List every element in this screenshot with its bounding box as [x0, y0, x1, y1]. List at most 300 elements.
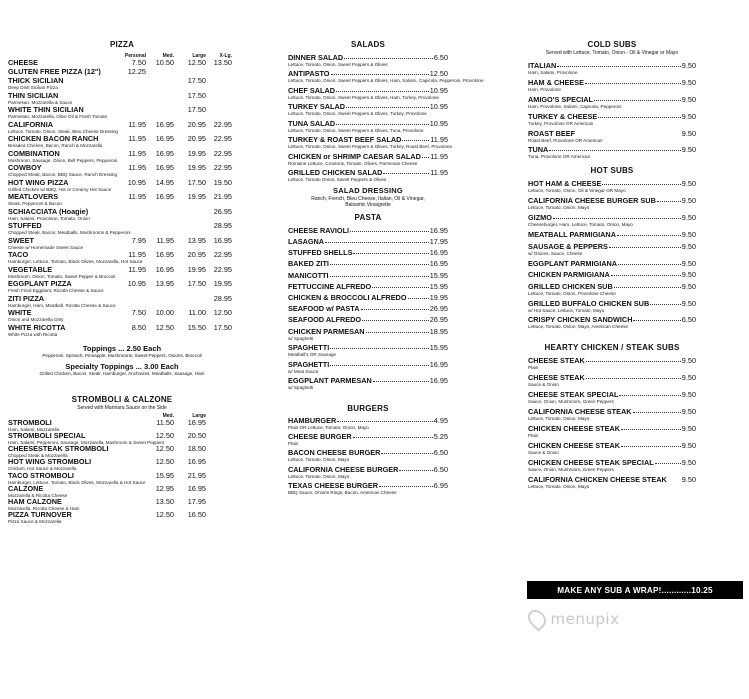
steak-sub-item — [528, 408, 696, 421]
item-price: 9.50 — [681, 145, 696, 155]
steak-sub-item — [528, 391, 696, 404]
item-price: 16.95 — [187, 457, 206, 467]
pizza-item — [8, 164, 236, 179]
dot-leader — [330, 348, 429, 349]
pizza-item — [8, 266, 236, 281]
item-name: TACO — [8, 250, 29, 259]
item-name: CALIFORNIA — [8, 119, 53, 129]
pizza-item — [8, 280, 236, 295]
item-price: 26.95 — [429, 304, 448, 314]
item-name: TUNA SALAD — [288, 118, 336, 128]
item-name: STROMBOLI SPECIAL — [8, 431, 86, 440]
dot-leader — [408, 298, 429, 299]
dot-leader — [325, 242, 429, 243]
item-desc: Sauce & Onion — [528, 382, 559, 388]
item-desc: BBQ Sauce, Onions Rings, Bacon, American Cheese — [288, 490, 397, 496]
item-name: SEAFOOD ALFREDO — [288, 315, 362, 325]
item-row — [288, 87, 448, 95]
item-price: 28.95 — [213, 293, 232, 303]
item-price: 11.95 — [128, 250, 146, 259]
item-name: SPAGHETTI — [288, 359, 330, 369]
item-desc: Mozzarella & Ricotta Cheese — [8, 492, 68, 498]
item-name: SWEET — [8, 235, 34, 245]
item-desc: Lettuce, Tomato, Onion, Mayo — [528, 483, 590, 489]
item-price: 11.95 — [430, 151, 448, 161]
header-personal: Personal — [124, 53, 146, 59]
item-row — [288, 169, 448, 177]
item-price: 28.95 — [213, 221, 232, 230]
item-desc: Plain — [528, 432, 539, 438]
steak-sub-item — [528, 476, 696, 489]
item-price: 7.50 — [131, 58, 146, 67]
item-row — [528, 197, 696, 205]
hot-subs-title: HOT SUBS — [590, 166, 634, 176]
item-price: 16.95 — [187, 417, 206, 427]
dot-leader — [350, 231, 429, 232]
item-price: 19.95 — [187, 264, 206, 274]
salad-dressing-title: SALAD DRESSING — [333, 185, 403, 195]
item-name: TURKEY & CHEESE — [528, 111, 598, 121]
item-price: 22.95 — [213, 264, 232, 274]
item-price: 10.95 — [127, 177, 146, 187]
dot-leader — [633, 412, 681, 413]
item-row — [288, 249, 448, 257]
item-desc: Hamburger, Lettuce, Tomato, Black Olives, Mozzarella & Hot Sauce — [8, 479, 146, 485]
item-row — [528, 79, 696, 87]
dot-leader — [586, 361, 681, 362]
hot-sub-item — [528, 180, 696, 193]
item-price: 11.95 — [128, 163, 146, 172]
dot-leader — [611, 275, 681, 276]
item-price: 9.50 — [681, 356, 696, 366]
item-name: CHEESE STEAK — [528, 356, 585, 366]
item-name: WHITE — [8, 308, 32, 317]
cold-sub-item — [528, 146, 696, 159]
item-desc: Lettuce, Tomato, Onion, Sweet Peppers & Olives, Turkey, Roast Beef, Provolone — [288, 144, 453, 150]
dot-leader — [609, 247, 681, 248]
left-column — [8, 40, 236, 524]
item-name: ZITI PIZZA — [8, 293, 45, 303]
item-price: 15.95 — [429, 270, 448, 280]
item-price: 10.95 — [429, 118, 448, 128]
hot-sub-item — [528, 271, 696, 279]
item-price: 11.95 — [128, 119, 146, 129]
dot-leader — [621, 429, 681, 430]
item-price: 17.95 — [429, 237, 448, 247]
item-name: CALIFORNIA CHEESE BURGER — [288, 464, 399, 474]
dot-leader — [373, 381, 429, 382]
item-price: 16.95 — [429, 376, 448, 386]
item-name: CHICKEN BACON RANCH — [8, 134, 99, 143]
item-row — [528, 113, 696, 121]
header-med: Med. — [162, 53, 174, 59]
item-row — [528, 476, 696, 484]
item-desc: Pizza Sauce & Mozzarella — [8, 519, 62, 525]
item-desc: Ham, Salami, Pepperoni, Sausage, Mozzarella, Mushroom & Sweet Peppers — [8, 440, 165, 445]
steak-subs-list — [528, 357, 696, 489]
item-desc: Lettuce, Tomato, Onion, Mayo — [528, 416, 590, 422]
item-desc: Lettuce, Tomato, Onion, Mayo, American Cheese — [528, 324, 629, 330]
item-price: 15.95 — [429, 343, 448, 353]
item-price: 20.95 — [187, 119, 206, 129]
item-row — [528, 271, 696, 279]
item-row — [288, 153, 448, 161]
item-name: SPAGHETTI — [288, 343, 330, 353]
item-name: THICK SICILIAN — [8, 76, 64, 85]
item-name: WHITE RICOTTA — [8, 322, 66, 332]
item-price: 18.95 — [429, 326, 448, 336]
item-price: 17.50 — [187, 177, 206, 187]
pizza-item — [8, 92, 236, 107]
dot-leader — [633, 320, 680, 321]
item-price: 10.95 — [429, 102, 448, 112]
salads-list — [288, 53, 484, 183]
item-price: 21.95 — [187, 470, 206, 480]
header-med: Med. — [162, 412, 174, 419]
item-price: 16.95 — [429, 359, 448, 369]
item-name: SEAFOOD w/ PASTA — [288, 304, 360, 314]
hot-subs-list — [528, 180, 696, 329]
dot-leader — [655, 463, 681, 464]
item-row — [288, 120, 448, 128]
toppings-title: Toppings ... 2.50 Each — [82, 344, 162, 353]
hot-sub-item — [528, 197, 696, 210]
item-price: 12.50 — [155, 510, 174, 520]
item-price: 26.95 — [429, 315, 448, 325]
item-price: 12.50 — [155, 444, 174, 454]
dot-leader — [361, 309, 429, 310]
item-name: EGGPLANT PIZZA — [8, 279, 72, 288]
item-price: 26.95 — [213, 206, 232, 216]
pizza-item — [8, 77, 236, 92]
pizza-item — [8, 121, 236, 136]
item-price: 22.95 — [213, 134, 232, 143]
item-name: GRILLED CHICKEN SUB — [528, 281, 613, 291]
item-desc: Lettuce, Tomato, Onion, Oil & Vinegar OR Mayo — [528, 188, 626, 194]
item-desc: Lettuce, Tomato Onion, Sweet Peppers & Olives — [288, 177, 387, 183]
item-desc: Plain OR Lettuce, Tomato, Onion, Mayo — [288, 424, 369, 430]
dot-leader — [336, 91, 429, 92]
item-name: ROAST BEEF — [528, 128, 576, 138]
item-price: 11.95 — [128, 192, 146, 201]
dot-leader — [549, 150, 681, 151]
pizza-item — [8, 237, 236, 252]
pizza-list — [8, 59, 236, 338]
dot-leader — [422, 157, 429, 158]
item-price: 9.50 — [681, 474, 696, 484]
item-row — [288, 433, 448, 441]
pizza-item — [8, 324, 236, 339]
item-price: 11.50 — [156, 417, 174, 427]
item-price: 22.95 — [213, 148, 232, 158]
dot-leader — [602, 184, 680, 185]
header-xlg: X-Lg. — [219, 53, 232, 59]
dot-leader — [585, 83, 681, 84]
cold-subs-subtitle: Served with Lettuce, Tomato, Onion - Oil & Vinegar or Mayo — [545, 50, 679, 56]
pizza-item — [8, 208, 236, 223]
item-desc: Plain — [528, 365, 539, 371]
item-price: 13.95 — [187, 235, 206, 245]
dot-leader — [594, 100, 681, 101]
hot-sub-item — [528, 300, 696, 313]
pizza-item — [8, 135, 236, 150]
item-name: CHICKEN PARMESAN — [288, 326, 365, 336]
item-price: 9.50 — [681, 281, 696, 291]
item-price: 9.50 — [681, 61, 696, 70]
item-desc: Breaded Chicken, Bacon, Ranch & Mozzarella — [8, 143, 103, 148]
item-name: HAMBURGER — [288, 415, 337, 425]
dot-leader — [366, 332, 429, 333]
salad-item — [288, 120, 448, 133]
item-row — [288, 305, 448, 313]
pasta-item — [288, 260, 448, 268]
item-name: MANICOTTI — [288, 270, 329, 280]
item-desc: Chicken, Hot Sauce & Mozzarella — [8, 466, 77, 472]
item-name: GRILLED BUFFALO CHICKEN SUB — [528, 298, 650, 308]
dot-leader — [617, 235, 681, 236]
item-row — [288, 227, 448, 235]
item-name: BACON CHEESE BURGER — [288, 448, 381, 458]
pasta-item — [288, 361, 448, 374]
item-name: CHEESE — [8, 58, 39, 67]
item-desc: Steak, Pepperoni & Bacon — [8, 201, 62, 206]
dot-leader — [331, 74, 429, 75]
pizza-item — [8, 150, 236, 165]
item-price: 22.95 — [213, 163, 232, 172]
item-name: HOT HAM & CHEESE — [528, 179, 602, 189]
item-name: CHICKEN CHEESE STEAK — [528, 423, 621, 433]
item-row — [528, 391, 696, 399]
dot-leader — [379, 486, 433, 487]
pizza-item — [8, 309, 236, 324]
item-price: 12.50 — [213, 308, 232, 317]
pizza-item — [8, 251, 236, 266]
pasta-item — [288, 294, 448, 302]
item-desc: Romaine Lettuce, Croutons, Tomato, Olives, Parmesan Cheese — [288, 160, 418, 166]
item-name: CHEESE STEAK — [528, 373, 585, 383]
item-desc: Ham, Provolone, Salami, Capicola, Pepperoni — [528, 103, 622, 109]
item-row — [288, 417, 448, 425]
item-price: 16.95 — [155, 264, 174, 274]
item-name: STUFFED — [8, 221, 42, 230]
item-name: LASAGNA — [288, 237, 325, 247]
item-price: 9.50 — [681, 77, 696, 87]
stromboli-item — [8, 511, 236, 524]
item-price: 16.95 — [155, 250, 174, 259]
item-price: 14.95 — [155, 177, 174, 187]
item-price: 10.95 — [429, 85, 448, 95]
item-price: 12.50 — [155, 431, 174, 440]
item-row — [528, 357, 696, 365]
item-name: EGGPLANT PARMIGIANA — [528, 258, 618, 268]
item-row — [528, 374, 696, 382]
item-price: 10.00 — [155, 308, 174, 317]
item-price: 16.95 — [155, 148, 174, 158]
pizza-title: PIZZA — [109, 40, 135, 49]
item-name: CALIFORNIA CHEESE STEAK — [528, 407, 632, 417]
item-desc: Chopped Steak & Mozzarella — [8, 453, 68, 459]
item-price: 17.50 — [187, 76, 206, 85]
dot-leader — [344, 58, 433, 59]
item-price: 16.50 — [187, 510, 206, 520]
pasta-item — [288, 272, 448, 280]
pizza-item — [8, 193, 236, 208]
item-row — [528, 459, 696, 467]
item-row — [288, 54, 448, 62]
salad-item — [288, 103, 448, 116]
cold-sub-item — [528, 62, 696, 75]
salad-item — [288, 69, 484, 84]
item-desc: Onion and Mozzarella Only — [8, 317, 64, 322]
item-name: CRISPY CHICKEN SANDWICH — [528, 315, 633, 325]
item-desc: Mozzarella, Ricotta Cheese & Ham — [8, 505, 80, 511]
item-desc: Lettuce, Tomato, Onion, Steak, Bleu Cheese Dressing — [8, 128, 118, 134]
burger-item — [288, 417, 448, 430]
item-price: 16.95 — [155, 119, 174, 129]
item-row — [288, 283, 448, 291]
item-price: 4.95 — [433, 415, 448, 425]
item-row — [288, 294, 448, 302]
dot-leader — [402, 140, 429, 141]
item-price: 11.95 — [156, 235, 174, 245]
dot-leader — [353, 437, 433, 438]
steak-sub-item — [528, 357, 696, 370]
item-row — [528, 62, 696, 70]
item-desc: Chopped Steak, Bacon, Meatballs, Mushrooms & Pepperoni — [8, 230, 131, 235]
item-desc: w/ Spaghetti — [288, 335, 314, 341]
steak-subs-title: HEARTY CHICKEN / STEAK SUBS — [544, 343, 680, 353]
item-name: TEXAS CHEESE BURGER — [288, 481, 379, 491]
item-desc: Ham, Provolone — [528, 86, 561, 92]
item-price: 11.95 — [430, 168, 448, 178]
item-price: 16.95 — [187, 483, 206, 493]
item-name: GIZMO — [528, 213, 552, 223]
dot-leader — [618, 264, 681, 265]
item-price: 7.95 — [131, 235, 146, 245]
item-price: 6.50 — [433, 464, 448, 474]
item-name: CHEESE RAVIOLI — [288, 225, 350, 235]
item-price: 15.95 — [429, 281, 448, 291]
salad-dressing-desc: Ranch, French, Bleu Cheese, Italian, Oil & Vinegar, Balsamic Vinaigrette — [311, 195, 425, 208]
item-desc: w/ Hot Sauce, Lettuce, Tomato, Mayo — [528, 307, 605, 313]
item-desc: Sauce, Onion, Mushroom, Green Peppers — [528, 399, 614, 405]
burger-item — [288, 466, 448, 479]
item-desc: Lettuce, Tomato, Onion, Sweet Peppers & Olives, Tuna, Provolone — [288, 127, 424, 133]
item-price: 18.50 — [187, 444, 206, 454]
item-desc: w/ Onions, Sauce, Cheese — [528, 250, 583, 256]
item-price: 11.95 — [128, 264, 146, 274]
item-desc: Hamburger, Ham, Meatball, Ricotta Cheese & Sauce — [8, 302, 116, 308]
item-name: EGGPLANT PARMESAN — [288, 376, 372, 386]
item-row — [528, 316, 696, 324]
item-desc: Lettuce, Tomato, Onion, Sweet Peppers & Olives, Ham, Turkey, Provolone — [288, 94, 439, 100]
pasta-title: PASTA — [354, 212, 382, 222]
item-price: 9.50 — [681, 241, 696, 251]
item-desc: Roast Beef, Provolone OR American — [528, 137, 603, 143]
item-price: 5.25 — [433, 431, 448, 441]
item-row — [288, 316, 448, 324]
item-row — [288, 482, 448, 490]
stromboli-subtitle: Served with Marinara Sauce on the Side — [77, 404, 167, 411]
item-price: 19.50 — [213, 177, 232, 187]
item-price: 11.95 — [430, 135, 448, 145]
item-price: 17.50 — [213, 322, 232, 332]
item-price: 10.95 — [127, 279, 146, 288]
item-price: 9.50 — [681, 270, 696, 280]
item-desc: Ham, Salami, Provolone, Tomato, Onion — [8, 215, 90, 221]
item-name: BAKED ZITI — [288, 259, 329, 269]
item-price: 17.50 — [187, 90, 206, 100]
item-price: 17.50 — [187, 105, 206, 114]
item-name: DINNER SALAD — [288, 53, 344, 62]
item-name: MEATBALL PARMIGIANA — [528, 230, 616, 240]
item-name: CHICKEN PARMIGIANA — [528, 270, 610, 280]
cold-subs-list — [528, 62, 696, 160]
item-desc: Cheese w/ Homemade Sweet Sauce — [8, 244, 84, 250]
item-desc: Lettuce, Tomato, Onion, Mayo — [288, 473, 350, 479]
pizza-item — [8, 179, 236, 194]
item-desc: w/ Spaghetti — [288, 385, 314, 391]
item-desc: Lettuce, Tomato, Onion, Sweet Peppers & Olives — [288, 62, 388, 67]
item-desc: Ham, Salami, Mozzarella — [8, 426, 60, 432]
item-desc: Lettuce, Tomato, Onion, Sweet Peppers & Olives, Ham, Salami, Capicola, Pepperoni, Provolone — [288, 78, 484, 84]
item-price: 13.50 — [155, 496, 174, 506]
item-row — [528, 243, 696, 251]
item-price: 16.95 — [429, 248, 448, 258]
item-row — [528, 283, 696, 291]
item-name: ITALIAN — [528, 61, 557, 70]
cold-sub-item — [528, 130, 696, 143]
item-desc: Meatball's OR Sausage — [288, 352, 337, 358]
item-price: 9.50 — [681, 423, 696, 433]
item-price: 9.50 — [681, 230, 696, 240]
dot-leader — [346, 107, 429, 108]
item-row — [528, 214, 696, 222]
item-price: 6.50 — [433, 448, 448, 458]
item-price: 11.95 — [128, 134, 146, 143]
item-row — [528, 146, 696, 154]
item-price: 17.50 — [187, 279, 206, 288]
item-price: 16.95 — [155, 192, 174, 201]
item-name: CHICKEN CHEESE STEAK — [528, 440, 621, 450]
item-row — [528, 260, 696, 268]
dot-leader — [614, 287, 681, 288]
item-name: TURKEY SALAD — [288, 102, 346, 112]
pasta-item — [288, 249, 448, 257]
dot-leader — [553, 218, 681, 219]
item-desc: Deep Dish Sicilian Pizza — [8, 85, 58, 90]
item-row — [288, 70, 448, 78]
item-desc: Cheeseburger, Ham, Lettuce, Tomato, Onion, Mayo — [528, 222, 633, 228]
item-price: 9.50 — [681, 213, 696, 223]
item-name: VEGETABLE — [8, 264, 53, 274]
steak-sub-item — [528, 442, 696, 455]
item-desc: Ham, Salami, Provolone — [528, 70, 578, 75]
item-name: STROMBOLI — [8, 417, 52, 427]
item-price: 9.50 — [681, 179, 696, 189]
steak-sub-item — [528, 374, 696, 387]
item-row — [528, 231, 696, 239]
hot-sub-item — [528, 316, 696, 329]
item-name: HOT WING PIZZA — [8, 177, 69, 187]
item-row — [288, 136, 448, 144]
item-price: 15.50 — [187, 322, 206, 332]
item-row — [288, 377, 448, 385]
toppings-desc: Pepperoni, Spinach, Pineapple, Mushrooms, Sweet Peppers, Onions, Broccoli — [42, 353, 202, 358]
cold-sub-item — [528, 113, 696, 126]
dot-leader — [598, 117, 681, 118]
item-name: COMBINATION — [8, 148, 60, 158]
